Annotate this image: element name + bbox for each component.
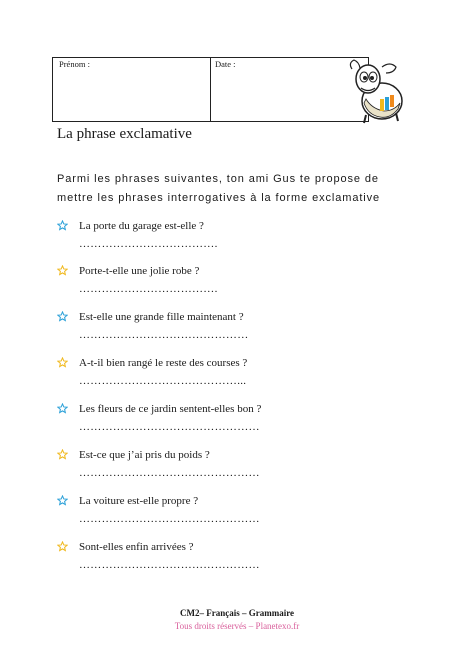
sheep-mascot-icon — [346, 55, 410, 125]
answer-line[interactable]: ……………………………………... — [79, 375, 247, 387]
answer-line[interactable]: ………………………………. — [79, 238, 218, 250]
answer-line[interactable]: ………………………………………… — [79, 513, 260, 525]
instructions — [57, 170, 427, 208]
answer-line[interactable]: ………………………………………… — [79, 467, 260, 479]
footer-course-label: CM2– Français – Grammaire — [179, 608, 295, 618]
answer-line[interactable]: ……………………………………… — [79, 329, 249, 341]
prenom-cell[interactable] — [53, 58, 211, 121]
star-icon — [57, 311, 68, 322]
instructions-line-1: Parmi les phrases suivantes, ton ami Gus te propose de — [57, 173, 379, 185]
question-text: La porte du garage est-elle ? — [79, 220, 204, 232]
question-text: Porte-t-elle une jolie robe ? — [79, 265, 200, 277]
question-text: Est-elle une grande fille maintenant ? — [79, 311, 244, 323]
answer-line[interactable]: ………………………………. — [79, 283, 218, 295]
star-icon — [57, 265, 68, 276]
footer-copyright: Tous droits réservés – Planetexo.fr — [174, 621, 300, 631]
star-icon — [57, 357, 68, 368]
answer-line[interactable]: ………………………………………… — [79, 559, 260, 571]
question-text: Est-ce que j’ai pris du poids ? — [79, 449, 210, 461]
question-text: Les fleurs de ce jardin sentent-elles bon ? — [79, 403, 262, 415]
star-icon — [57, 495, 68, 506]
prenom-label: Prénom : — [59, 59, 90, 69]
star-icon — [57, 449, 68, 460]
answer-line[interactable]: ………………………………………… — [79, 421, 260, 433]
question-text: Sont-elles enfin arrivées ? — [79, 541, 194, 553]
date-label: Date : — [215, 59, 236, 69]
star-icon — [57, 541, 68, 552]
star-icon — [57, 403, 68, 414]
student-info-box — [52, 57, 369, 122]
date-cell[interactable] — [211, 58, 368, 121]
question-text: A-t-il bien rangé le reste des courses ? — [79, 357, 248, 369]
question-text: La voiture est-elle propre ? — [79, 495, 199, 507]
page-title: La phrase exclamative — [57, 126, 192, 142]
instructions-line-2: mettre les phrases interrogatives à la forme exclamative — [57, 192, 381, 204]
star-icon — [57, 220, 68, 231]
